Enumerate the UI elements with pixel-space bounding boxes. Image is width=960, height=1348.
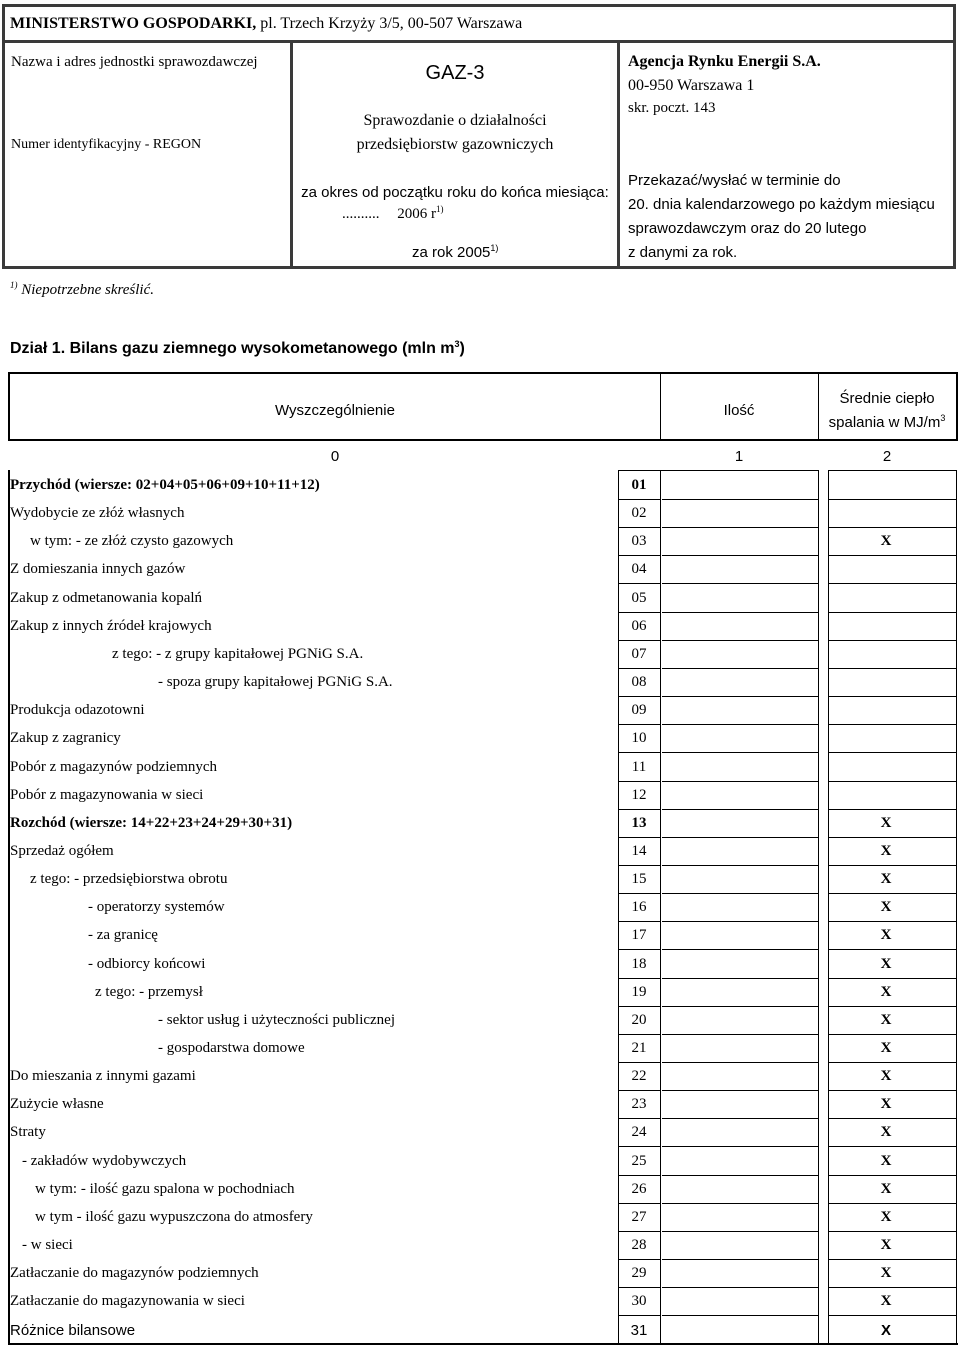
row-label: Przychód (wiersze: 02+04+05+06+09+10+11+12) — [10, 477, 320, 493]
row-label: Zakup z innych źródeł krajowych — [10, 617, 212, 634]
row-label: Pobór z magazynowania w sieci — [10, 786, 204, 803]
row-number: 07 — [631, 645, 647, 662]
table-row — [0, 810, 960, 838]
row-divider — [618, 1344, 660, 1345]
row-number: 31 — [630, 1321, 648, 1339]
period-label: za okres od początku roku do końca miesiąca: — [301, 184, 609, 201]
row-number: 21 — [631, 1040, 647, 1056]
row-label: Zakup z zagranicy — [10, 730, 121, 747]
regon-word: REGON — [152, 137, 202, 152]
row-label: - odbiorcy końcowi — [88, 955, 206, 972]
period-year: 2006 r — [397, 206, 436, 222]
row-number: 15 — [631, 871, 647, 888]
row-label: - za granicę — [88, 927, 158, 944]
table-row — [0, 1007, 960, 1035]
row-label: w tym - ilość gazu wypuszczona do atmosfery — [35, 1208, 313, 1225]
deadline-line2: 20. dnia kalendarzowego po każdym miesiącu — [628, 196, 935, 213]
form-title-line2: przedsiębiorstw gazowniczych — [356, 136, 554, 153]
unit-name-label: Nazwa i adres jednostki sprawozdawczej — [11, 54, 258, 70]
ministry-name: MINISTERSTWO GOSPODARKI, — [10, 15, 257, 32]
agency-address1: 00-950 Warszawa 1 — [628, 77, 755, 94]
row-label: Zużycie własne — [10, 1096, 104, 1113]
row-number: 09 — [631, 702, 647, 719]
row-number: 23 — [631, 1096, 647, 1113]
table-row — [0, 1176, 960, 1204]
form-code: GAZ-3 — [425, 62, 485, 84]
header-col-divider-2 — [617, 42, 620, 268]
row-number: 24 — [631, 1124, 647, 1141]
heat-cell: X — [880, 899, 892, 916]
row-label: z tego: - z grupy kapitałowej PGNiG S.A. — [112, 645, 364, 662]
period-dots: .......... — [342, 206, 380, 222]
table-row — [0, 1119, 960, 1147]
table-row — [0, 556, 960, 584]
row-number: 02 — [631, 505, 647, 522]
row-number: 16 — [631, 899, 647, 916]
row-label: Wydobycie ze złóż własnych — [10, 505, 185, 522]
row-number: 28 — [631, 1237, 647, 1254]
table-row — [0, 979, 960, 1007]
table-row — [0, 922, 960, 950]
form-title-line1: Sprawozdanie o działalności — [363, 112, 547, 129]
heat-cell: X — [880, 927, 892, 944]
ministry-address: pl. Trzech Krzyży 3/5, 00-507 Warszawa — [256, 15, 523, 32]
period-value-line — [342, 206, 444, 223]
heat-cell: X — [880, 983, 892, 1000]
regon-label — [11, 137, 201, 153]
row-label: w tym: - ze złóż czysto gazowych — [30, 533, 234, 550]
row-number: 27 — [631, 1208, 647, 1225]
heat-cell: X — [880, 871, 892, 888]
table-row — [0, 951, 960, 979]
table-row — [0, 1148, 960, 1176]
table-row — [0, 1260, 960, 1288]
section-title-close: ) — [459, 340, 465, 357]
row-label: Sprzedaż ogółem — [10, 842, 114, 859]
heat-cell: X — [880, 1321, 891, 1339]
table-row — [0, 1317, 960, 1345]
row-label: Zakup z odmetanowania kopalń — [10, 589, 203, 606]
table-row — [0, 866, 960, 894]
heat-cell: X — [880, 1180, 892, 1197]
row-number: 11 — [631, 758, 647, 775]
heat-cell: X — [880, 814, 892, 831]
qty-col-top — [660, 470, 818, 471]
row-label: Z domieszania innych gazów — [10, 561, 186, 578]
table-row — [0, 528, 960, 556]
col-heat-line1: Średnie ciepło — [839, 390, 935, 407]
table-row — [0, 725, 960, 753]
table-right-border — [956, 372, 958, 441]
num-col-top — [618, 470, 660, 471]
row-label: Straty — [10, 1124, 46, 1141]
row-number: 05 — [631, 589, 647, 606]
footnote-mark: 1) — [10, 280, 18, 290]
table-row — [0, 641, 960, 669]
row-number: 17 — [631, 927, 647, 944]
heat-cell: X — [880, 955, 892, 972]
row-label: - gospodarstwa domowe — [158, 1040, 305, 1056]
row-number: 12 — [631, 786, 647, 803]
table-header-border — [8, 439, 958, 441]
row-number: 03 — [631, 533, 647, 550]
row-number: 04 — [631, 561, 647, 578]
heat-cell: X — [880, 533, 892, 550]
row-label: z tego: - przedsiębiorstwa obrotu — [30, 871, 228, 888]
table-top-border — [8, 372, 958, 374]
deadline-line1: Przekazać/wysłać w terminie do — [628, 172, 841, 189]
row-label: w tym: - ilość gazu spalona w pochodniach — [35, 1180, 295, 1197]
row-number: 14 — [631, 842, 647, 859]
heat-col-top — [828, 470, 956, 471]
row-label: Zatłaczanie do magazynów podziemnych — [10, 1265, 259, 1282]
agency-address2: skr. poczt. 143 — [628, 100, 716, 116]
row-number: 26 — [631, 1180, 647, 1197]
row-number: 19 — [631, 983, 647, 1000]
footnote — [10, 282, 154, 299]
table-row — [0, 697, 960, 725]
row-number: 29 — [631, 1265, 647, 1282]
row-number: 06 — [631, 617, 647, 634]
regon-prefix: Numer identyfikacyjny - — [11, 137, 153, 152]
heat-cell: X — [880, 842, 892, 859]
row-number: 30 — [631, 1293, 647, 1310]
row-label: - spoza grupy kapitałowej PGNiG S.A. — [158, 674, 393, 691]
heat-cell: X — [880, 1096, 892, 1113]
heat-cell: X — [880, 1265, 892, 1282]
row-label: Do mieszania z innymi gazami — [10, 1068, 196, 1085]
table-row — [0, 1288, 960, 1316]
table-row — [0, 838, 960, 866]
row-number: 20 — [631, 1011, 647, 1028]
table-row — [0, 1035, 960, 1063]
col-heat-unit: spalania w MJ/m — [828, 414, 941, 431]
deadline-line4: z danymi za rok. — [628, 244, 738, 261]
header-col-divider-1 — [290, 42, 293, 268]
table-row — [0, 894, 960, 922]
col-index-2: 2 — [882, 448, 892, 465]
row-number: 25 — [631, 1152, 647, 1169]
row-number: 18 — [631, 955, 647, 972]
row-label: Pobór z magazynów podziemnych — [10, 758, 218, 775]
year-text: za rok 2005 — [412, 244, 491, 261]
heat-cell: X — [880, 1124, 892, 1141]
header-divider — [4, 40, 954, 43]
table-row — [0, 1204, 960, 1232]
row-number: 08 — [631, 674, 647, 691]
table-row — [0, 500, 960, 528]
row-label: - w sieci — [22, 1237, 73, 1254]
col-index-0: 0 — [330, 448, 340, 465]
heat-cell: X — [880, 1068, 892, 1085]
row-label: - sektor usług i użyteczności publicznej — [158, 1011, 396, 1028]
col-heat-sup: 3 — [940, 413, 946, 423]
heat-row-divider — [828, 1344, 956, 1345]
table-row — [0, 1063, 960, 1091]
section-title-text: Dział 1. Bilans gazu ziemnego wysokometanowego (mln m — [10, 340, 455, 357]
row-label: Rozchód (wiersze: 14+22+23+24+29+30+31) — [10, 814, 293, 831]
table-row — [0, 1091, 960, 1119]
col-description: Wyszczególnienie — [275, 402, 395, 419]
row-label: Różnice bilansowe — [10, 1321, 136, 1339]
table-row — [0, 669, 960, 697]
table-row — [0, 472, 960, 500]
quantity-cell[interactable] — [662, 1344, 818, 1345]
heat-cell: X — [880, 1237, 892, 1254]
table-row — [0, 754, 960, 782]
heat-cell: X — [880, 1152, 892, 1169]
row-label: z tego: - przemysł — [95, 983, 203, 1000]
row-number: 10 — [631, 730, 647, 747]
heat-cell: X — [880, 1040, 892, 1056]
heat-cell: X — [880, 1293, 892, 1310]
row-label: Produkcja odazotowni — [10, 702, 145, 719]
section-title-sup: 3 — [454, 339, 460, 349]
period-footnote: 1) — [436, 204, 444, 214]
year-label — [412, 244, 498, 261]
table-row — [0, 1232, 960, 1260]
row-label: Zatłaczanie do magazynowania w sieci — [10, 1293, 245, 1310]
table-row — [0, 613, 960, 641]
ministry-line — [10, 15, 522, 33]
heat-cell: X — [880, 1011, 892, 1028]
table-row — [0, 782, 960, 810]
col-quantity: Ilość — [723, 402, 755, 419]
heat-cell: X — [880, 1208, 892, 1225]
row-label: - operatorzy systemów — [88, 899, 225, 916]
row-number: 13 — [631, 814, 647, 831]
deadline-line3: sprawozdawczym oraz do 20 lutego — [628, 220, 867, 237]
row-label: - zakładów wydobywczych — [22, 1152, 187, 1169]
footnote-text: Niepotrzebne skreślić. — [21, 282, 155, 298]
row-number: 01 — [631, 477, 647, 493]
year-footnote: 1) — [490, 243, 499, 253]
section-title — [10, 340, 465, 358]
col-index-1: 1 — [734, 448, 744, 465]
col-heat-line2 — [818, 414, 956, 431]
agency-name: Agencja Rynku Energii S.A. — [628, 53, 821, 70]
row-number: 22 — [631, 1068, 647, 1085]
table-row — [0, 585, 960, 613]
